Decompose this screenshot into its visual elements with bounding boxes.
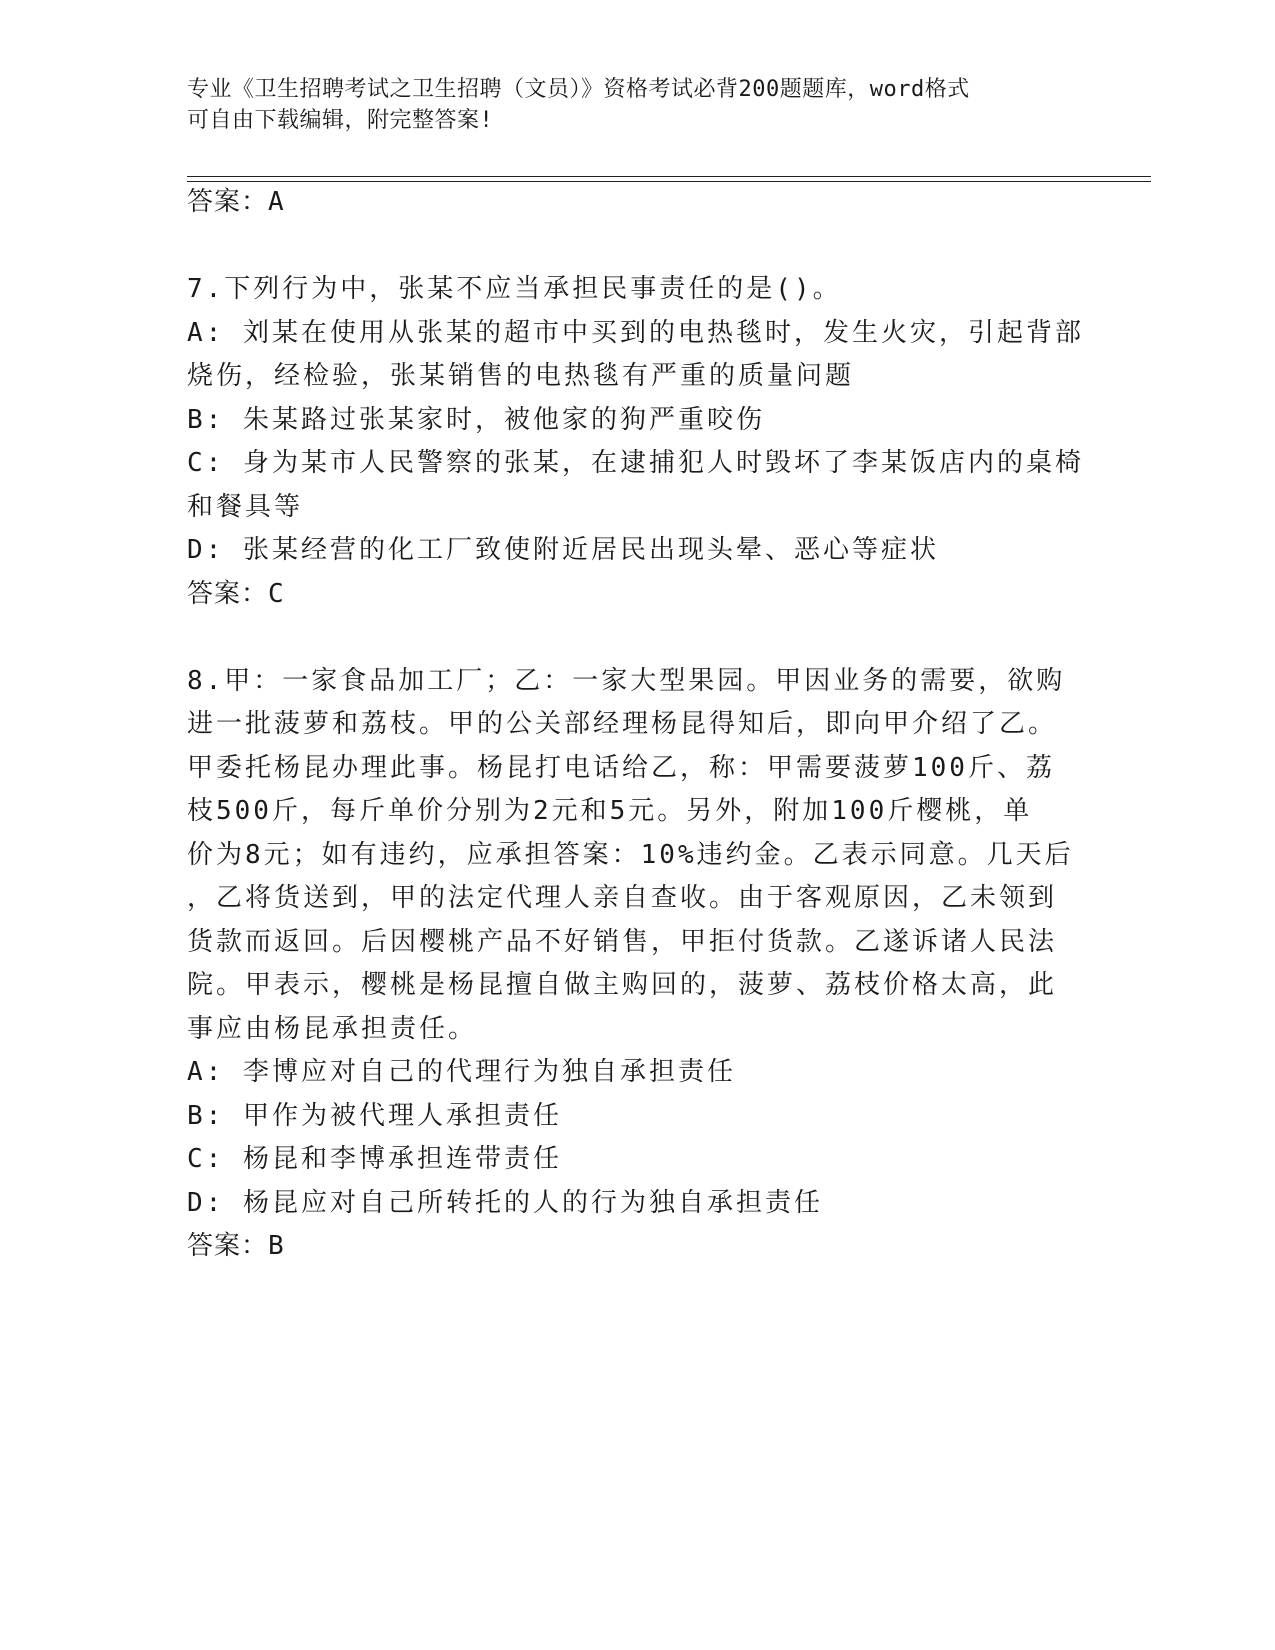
question-7-option-c: C: 身为某市人民警察的张某，在逮捕犯人时毁坏了李某饭店内的桌椅 <box>187 448 1084 478</box>
question-7-stem: 7.下列行为中，张某不应当承担民事责任的是()。 <box>187 274 842 304</box>
question-7-option-a: A: 刘某在使用从张某的超市中买到的电热毯时，发生火灾，引起背部 <box>187 318 1084 348</box>
question-8-stem-3: 甲委托杨昆办理此事。杨昆打电话给乙，称：甲需要菠萝100斤、荔 <box>187 753 1055 783</box>
document-header <box>187 74 1087 136</box>
question-8-stem-1: 8.甲：一家食品加工厂；乙：一家大型果园。甲因业务的需要，欲购 <box>187 666 1066 696</box>
question-8-option-c: C: 杨昆和李博承担连带责任 <box>187 1144 562 1174</box>
question-8-stem-2: 进一批菠萝和荔枝。甲的公关部经理杨昆得知后，即向甲介绍了乙。 <box>187 709 1058 739</box>
question-8-answer: 答案：B <box>187 1231 285 1261</box>
previous-answer: 答案：A <box>187 187 285 217</box>
question-8-stem-7: 货款而返回。后因樱桃产品不好销售，甲拒付货款。乙遂诉诸人民法 <box>187 927 1058 957</box>
question-8-stem-5: 价为8元；如有违约，应承担答案：10%违约金。乙表示同意。几天后 <box>187 840 1074 870</box>
header-rule-top <box>187 176 1151 177</box>
question-8-option-d: D: 杨昆应对自己所转托的人的行为独自承担责任 <box>187 1188 823 1218</box>
question-8-option-a: A: 李博应对自己的代理行为独自承担责任 <box>187 1057 736 1087</box>
question-7-option-d: D: 张某经营的化工厂致使附近居民出现头晕、恶心等症状 <box>187 535 939 565</box>
question-7-option-b: B: 朱某路过张某家时，被他家的狗严重咬伤 <box>187 405 765 435</box>
question-8-stem-6: ，乙将货送到，甲的法定代理人亲自查收。由于客观原因，乙未领到 <box>187 883 1058 913</box>
question-7-option-a-cont: 烧伤，经检验，张某销售的电热毯有严重的质量问题 <box>187 361 855 391</box>
header-line-2: 可自由下载编辑，附完整答案! <box>187 108 494 133</box>
question-7-option-c-cont: 和餐具等 <box>187 492 304 522</box>
question-7-answer: 答案：C <box>187 579 285 609</box>
header-rule-bottom <box>187 181 1151 182</box>
question-8-stem-4: 枝500斤，每斤单价分别为2元和5元。另外，附加100斤樱桃，单 <box>187 796 1033 826</box>
header-line-1: 专业《卫生招聘考试之卫生招聘（文员）》资格考试必背200题题库，word格式 <box>187 77 970 102</box>
question-8-stem-8: 院。甲表示，樱桃是杨昆擅自做主购回的，菠萝、荔枝价格太高，此 <box>187 970 1058 1000</box>
question-8-option-b: B: 甲作为被代理人承担责任 <box>187 1101 562 1131</box>
question-8-stem-9: 事应由杨昆承担责任。 <box>187 1014 478 1044</box>
